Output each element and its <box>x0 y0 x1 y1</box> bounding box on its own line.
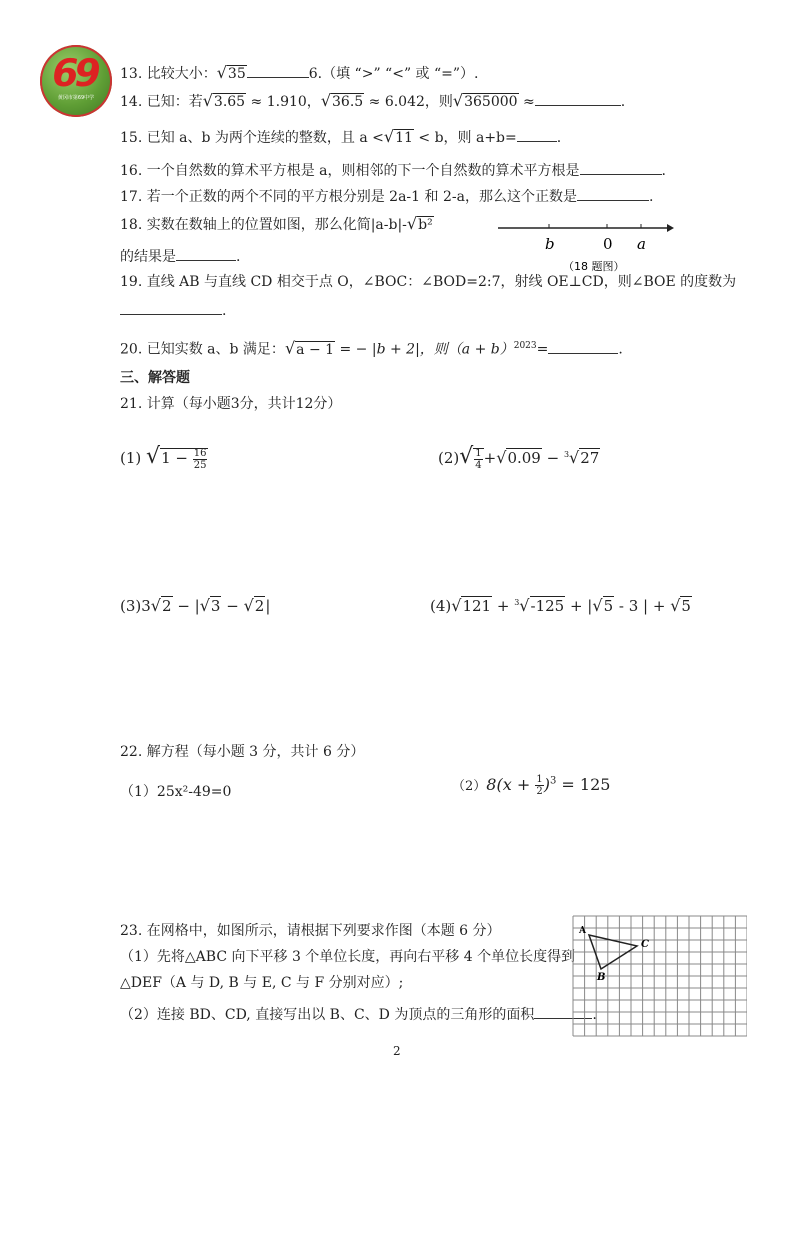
q21-p2-cuberoot: 27 <box>580 449 600 467</box>
question-16: 16. 一个自然数的算术平方根是 a，则相邻的下一个自然数的算术平方根是 . <box>120 160 666 180</box>
q23-line2: △DEF（A 与 D, B 与 E, C 与 F 分别对应）; <box>120 975 404 991</box>
q23-line1: （1）先将△ABC 向下平移 3 个单位长度，再向右平移 4 个单位长度得到 <box>120 949 576 965</box>
q21-p3-abs-close: | <box>265 597 271 615</box>
logo-caption: 黄冈市第69中学 <box>57 95 95 101</box>
question-19 <box>120 273 736 291</box>
q13-radicand: 35 <box>227 66 246 82</box>
q17-text: 17. 若一个正数的两个不同的平方根分别是 2a-1 和 2-a，那么这个正数是 <box>120 189 577 205</box>
q21-part2: (2)√ $\frac{1}{4}$ +√0.09 − $^3$√27 <box>438 444 600 471</box>
q14-radicand-3: 365000 <box>464 94 518 110</box>
q21-p4-cuberoot: -125 <box>530 597 565 615</box>
question-19-line2: . <box>120 300 226 320</box>
q14-text-1: ≈ 1.910， <box>250 94 321 110</box>
q22-p2-label: （2） <box>452 779 487 794</box>
q22-p2-exponent: 3 <box>549 775 557 787</box>
page-number: 2 <box>393 1044 401 1058</box>
q21-p4-plus: + <box>492 597 515 615</box>
grid-figure <box>571 914 747 1038</box>
q19-text: 19. 直线 AB 与直线 CD 相交于点 O，∠BOC：∠BOD=2:7，射线 OE⊥CD，则∠BOE 的度数为 <box>120 274 737 290</box>
q15-prefix: 15. 已知 a、b 为两个连续的整数，且 a < <box>120 130 384 146</box>
section-heading: 三、解答题 <box>120 370 190 386</box>
q22-p2-close: ) <box>543 775 550 794</box>
q20-radicand: a − 1 <box>296 341 335 358</box>
q21-p1-expr: 1 − <box>161 449 193 467</box>
q20-exponent: 2023 <box>513 341 537 351</box>
question-20: 20. 已知实数 a、b 满足：√a − 1 = − |b + 2|，则$(a + b)^{2023}=$ . <box>120 338 623 358</box>
q14-prefix: 14. 已知：若 <box>120 94 203 110</box>
label-0: 0 <box>603 235 613 253</box>
school-logo <box>40 45 112 117</box>
q18-line2: 的结果是 <box>120 249 176 265</box>
q21-p4-index: 3 <box>514 598 520 607</box>
q16-answer-blank[interactable] <box>580 160 662 175</box>
q21-p2-radicand: 0.09 <box>507 449 541 467</box>
q21-part1: (1) √1 − $\frac{16}{25}$ <box>120 444 207 471</box>
number-line-arrow <box>667 224 674 232</box>
q15-suffix: < b，则 a+b= <box>418 130 517 146</box>
q14-radicand-1: 3.65 <box>213 94 246 110</box>
q14-radicand-2: 36.5 <box>332 94 364 110</box>
q21-p4-r4: 5 <box>681 597 691 615</box>
q22-part2 <box>452 774 610 797</box>
q13-answer-blank[interactable] <box>247 63 309 78</box>
q21-p2-label: (2) <box>438 449 460 467</box>
q22-p2-num: 1 <box>536 774 543 785</box>
q21-p4-abs-open: + | <box>565 597 593 615</box>
q22-p2-expr: 8(x + <box>486 775 536 794</box>
q18-answer-blank[interactable] <box>176 246 236 261</box>
q21-p2-index: 3 <box>563 450 570 459</box>
label-a: a <box>637 235 646 253</box>
q21-p4-mid: - 3 | + <box>614 597 671 615</box>
q21-p4-r3: 5 <box>603 597 614 615</box>
question-18: 18. 实数在数轴上的位置如图，那么化简|a-b|-√b² <box>120 214 433 233</box>
q18-prefix: 18. 实数在数轴上的位置如图，那么化简|a-b|- <box>120 217 407 233</box>
q23-line3: （2）连接 BD、CD, 直接写出以 B、C、D 为顶点的三角形的面积 . <box>120 1004 597 1024</box>
question-17: 17. 若一个正数的两个不同的平方根分别是 2a-1 和 2-a，那么这个正数是 . <box>120 186 653 206</box>
q18-radicand: b² <box>418 217 433 233</box>
q21-p3-r2: 3 <box>210 597 221 615</box>
number-line-figure <box>495 218 675 278</box>
q22-p2-rhs: = 125 <box>556 775 611 794</box>
figure-caption-18: （18 题图） <box>563 260 625 273</box>
question-15: 15. 已知 a、b 为两个连续的整数，且 a <√11 < b，则 a+b= . <box>120 127 562 146</box>
question-13: 13. 比较大小：√35 6.（填 “>” “<” 或 “=”）. <box>120 63 479 82</box>
q15-answer-blank[interactable] <box>517 127 557 142</box>
q22-part1: （1）25x²-49=0 <box>120 784 232 800</box>
q21-p3-r1: 2 <box>162 597 172 615</box>
question-18-line2: 的结果是 . <box>120 246 240 266</box>
q21-p2-minus: − <box>541 449 564 467</box>
q22-title: 22. 解方程（每小题 3 分，共计 6 分） <box>120 744 365 760</box>
q21-part4: (4)√121 + $^3$√-125 + |√5 - 3 | + √5 <box>430 596 691 615</box>
q14-answer-blank[interactable] <box>535 91 621 106</box>
q14-text-3: ≈ <box>523 94 535 110</box>
q21-p2-num: 1 <box>475 447 482 459</box>
label-point-c: C <box>641 939 649 950</box>
q20-mid: = − |b + 2|，则（a + b） <box>339 341 514 358</box>
q21-p1-den: 25 <box>193 459 207 471</box>
q21-p3-label: (3)3 <box>120 597 151 615</box>
q21-p2-plus: + <box>483 449 497 467</box>
logo-number: 69 <box>48 51 101 95</box>
label-b: b <box>545 235 555 253</box>
q23-title: 23. 在网格中，如图所示，请根据下列要求作图（本题 6 分） <box>120 923 501 939</box>
label-point-b: B <box>597 972 606 983</box>
q21-p4-label: (4) <box>430 597 452 615</box>
q20-answer-blank[interactable] <box>548 339 618 354</box>
q21-p3-minus: − <box>221 597 244 615</box>
q16-text: 16. 一个自然数的算术平方根是 a，则相邻的下一个自然数的算术平方根是 <box>120 163 580 179</box>
q14-text-2: ≈ 6.042，则 <box>368 94 453 110</box>
q17-answer-blank[interactable] <box>577 186 649 201</box>
question-14: 14. 已知：若√3.65 ≈ 1.910，√36.5 ≈ 6.042，则√365000 ≈ . <box>120 91 626 110</box>
q21-title: 21. 计算（每小题3分，共计12分） <box>120 396 342 412</box>
q21-part3: (3)3√2 − |√3 − √2| <box>120 596 271 615</box>
q21-p2-den: 4 <box>475 459 482 471</box>
q23-line3-text: （2）连接 BD、CD, 直接写出以 B、C、D 为顶点的三角形的面积 <box>120 1007 535 1023</box>
q13-instruction: 6.（填 “>” “<” 或 “=”）. <box>308 66 479 82</box>
label-point-a: A <box>579 926 586 936</box>
q15-radicand: 11 <box>395 130 413 146</box>
q21-p1-num: 16 <box>193 447 207 459</box>
q21-p3-abs-open: − | <box>172 597 200 615</box>
q19-answer-blank[interactable] <box>120 300 222 315</box>
q20-prefix: 20. 已知实数 a、b 满足： <box>120 341 285 358</box>
q21-p3-r3: 2 <box>254 597 265 615</box>
q21-p1-label: (1) <box>120 449 142 467</box>
q22-p2-den: 2 <box>536 786 543 797</box>
q13-prefix: 13. 比较大小： <box>120 66 217 82</box>
q21-p4-r1: 121 <box>462 597 492 615</box>
q20-suffix: = <box>536 341 549 358</box>
